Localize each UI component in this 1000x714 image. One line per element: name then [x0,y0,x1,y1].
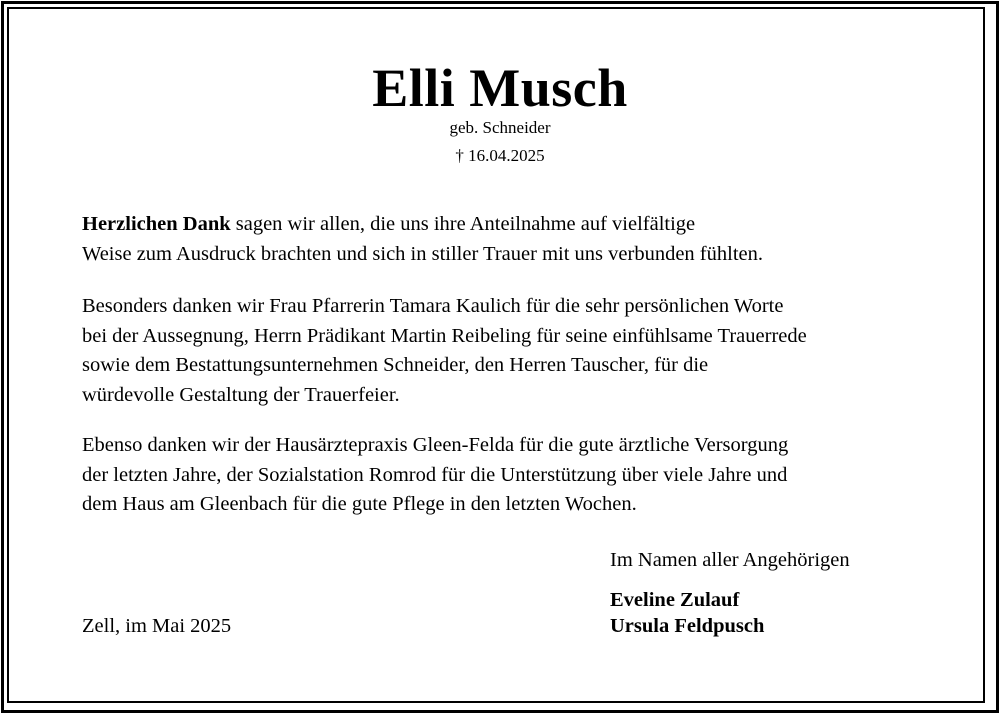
further-thanks-paragraph [82,431,918,520]
birth-name: geb. Schneider [449,118,551,137]
on-behalf-line: Im Namen aller Angehörigen [610,549,850,571]
special-thanks-line: sowie dem Bestattungsunternehmen Schneider, den Herren Tauscher, für die [82,354,709,376]
thanks-line-1-text: sagen wir allen, die uns ihre Anteilnahme auf vielfältige [230,213,696,235]
thanks-paragraph [82,210,918,269]
deceased-name: Elli Musch [372,58,628,118]
special-thanks-line: bei der Aussegnung, Herrn Prädikant Martin Reibeling für seine einfühlsame Trauerrede [82,324,807,347]
death-date: † 16.04.2025 [455,146,545,165]
thanks-line-1 [82,210,918,240]
special-thanks-line: würdevolle Gestaltung der Trauerfeier. [82,383,400,406]
further-thanks-line: Ebenso danken wir der Hausärztepraxis Gleen-Felda für die gute ärztliche Versorgung [82,434,789,456]
place-and-date: Zell, im Mai 2025 [82,615,232,637]
special-thanks-line: Besonders danken wir Frau Pfarrerin Tamara Kaulich für die sehr persönlichen Worte [82,295,784,317]
further-thanks-line: der letzten Jahre, der Sozialstation Romrod für die Unterstützung über viele Jahre und [82,463,788,486]
further-thanks-line: dem Haus am Gleenbach für die gute Pflege in den letzten Wochen. [82,493,637,515]
signer-name: Eveline Zulauf [610,589,740,611]
special-thanks-paragraph [82,292,918,410]
thanks-lead: Herzlichen Dank [82,213,231,235]
thanks-line-2: Weise zum Ausdruck brachten und sich in stiller Trauer mit uns verbunden fühlten. [82,242,763,265]
signer-name: Ursula Feldpusch [610,615,765,637]
